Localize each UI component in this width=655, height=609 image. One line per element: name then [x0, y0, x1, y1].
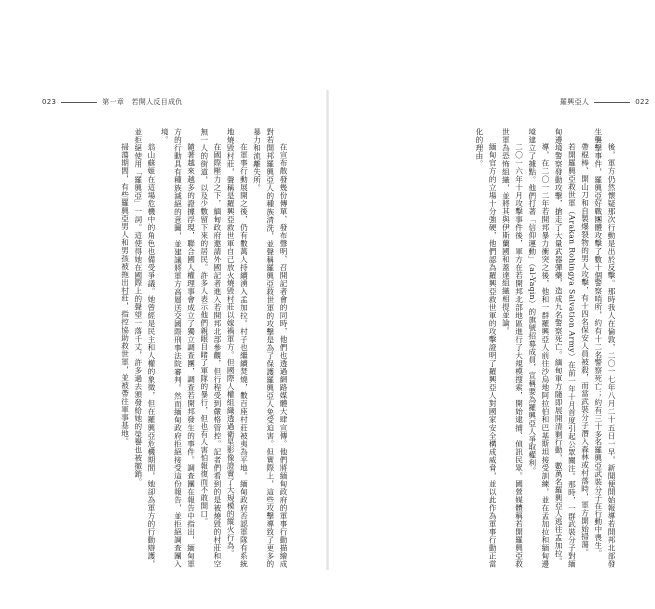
paragraph: 在國際壓力之下，緬甸政府邀請外國記者進入若開邦北部參觀，但行程受到嚴格管控。記者們看到的是被燒毀的村莊和空無一人的街道，以及少數留下來的居民。許多人表示他們親眼目睹了軍隊的暴行，但也有人害怕報復而不敢開口。 — [199, 128, 222, 568]
right-page-header — [560, 97, 649, 107]
paragraph: 翁山蘇姬在這場危機中的角色也備受爭議。她曾經是民主和人權的象徵，但在羅興亞危機期間，她卻為軍方的行動辯護，並拒絕使用「羅興亞」一詞。這使得她在國際上的聲望一落千丈，許多過去頒發給她的榮譽也被撤銷。 — [133, 128, 156, 568]
header-rule — [594, 102, 630, 103]
running-title: 羅興亞人 — [560, 98, 590, 106]
left-page — [0, 0, 327, 609]
paragraph: 若開羅興亞救世軍（Arakan Rohingya Salvation Army）在前一年十月首度引起公眾關注。那時，一群武裝分子對緬甸邊境警察發動攻擊，搶走了大量武器彈藥，造成九名警察死亡。緬甸軍方隨即展開清剿行動，數萬名羅興亞人逃往孟加拉。 — [554, 128, 577, 568]
header-rule — [61, 102, 97, 103]
right-page-number: 022 — [635, 98, 650, 106]
right-page-text — [360, 128, 618, 568]
paragraph: 導，在二〇一二年若開邦暴力衝突之後，他和一群羅興亞人前往沙烏地阿拉伯和巴基斯坦接受訓練，並在孟加拉和緬甸邊境建立了據點。他們打著「信仰運動」（al-Yaqin）的旗號招募成員，宣稱要為羅興亞人爭取權利。 — [527, 128, 550, 568]
left-page-header — [42, 97, 183, 107]
paragraph: 二〇一六年十月攻擊事件後，軍方在若開邦北部地區進行了大規模搜索，開始逮捕、偵訊民眾。國營媒體稱若開羅興亞救世軍為恐怖組織，並將其與伊斯蘭國和蓋達組織相提並論。 — [501, 128, 524, 568]
paragraph: 在宣布散發幾份傳單、發布聲明、召開記者會的同時，他們也透過網路媒體大肆宣傳。他們將緬甸政府的軍事行動描繪成對若開邦羅興亞人的種族清洗，並聲稱羅興亞救世軍的攻擊是為了保護羅興亞人免受迫害。但實際上，這些攻擊導致了更多的暴力和流離失所。 — [252, 128, 288, 568]
paragraph: 掃蕩期間，有些羅興亞男人和男孩被拖出村莊，指控協助救世軍，並被帶往軍事基地。 — [120, 143, 130, 446]
paragraph: 帶棍棒、開山刀和自製爆裂物的男人攻擊，有十四名保安人員被殺，而當武裝分子潛入森林或村落時，軍方開始掃蕩。 — [580, 143, 590, 557]
paragraph: 隨著越來越多的證據浮現，聯合國人權理事會成立了獨立調查團，調查若開邦發生的事件。調查團在報告中指出，緬甸軍方的行動具有種族滅絕的意圖，並建議將軍方高層送交國際刑事法院審判。然而緬甸政府拒絕接受這份報告，並拒絕調查團入境。 — [160, 128, 196, 568]
paragraph: 後，軍方仍然懷疑那次行動是出於反擊。那時我人在倫敦，二〇一七年八月二十五日一早，新聞便開始報導若開邦北部發生襲擊事件，羅興亞好戰團體攻擊了數十個警察哨所，約有十二名警察死亡；約有三十多名羅興亞武裝分子在行動中喪生。 — [593, 128, 616, 568]
left-page-number: 023 — [42, 98, 57, 106]
left-page-text — [40, 128, 290, 568]
paragraph: 緬甸官方的立場十分強硬，他們認為羅興亞救世軍的攻擊證明了羅興亞人對國家安全構成威脅，並以此作為軍事行動正當化的理由。 — [474, 128, 498, 568]
chapter-title: 第一章 若開人反目成仇 — [102, 98, 183, 106]
right-page — [328, 0, 655, 609]
paragraph: 在軍事行動展開之後，仍有數萬人持續湧入孟加拉。村子也繼續焚燒，數百座村莊被夷為平地。緬甸政府否認軍隊有系統地燒毀村莊，聲稱是羅興亞救世軍自己放火燒毀村莊以嫁禍軍方。但國際人權組織透過衛星影像證實了大規模的縱火行為。 — [226, 128, 249, 568]
